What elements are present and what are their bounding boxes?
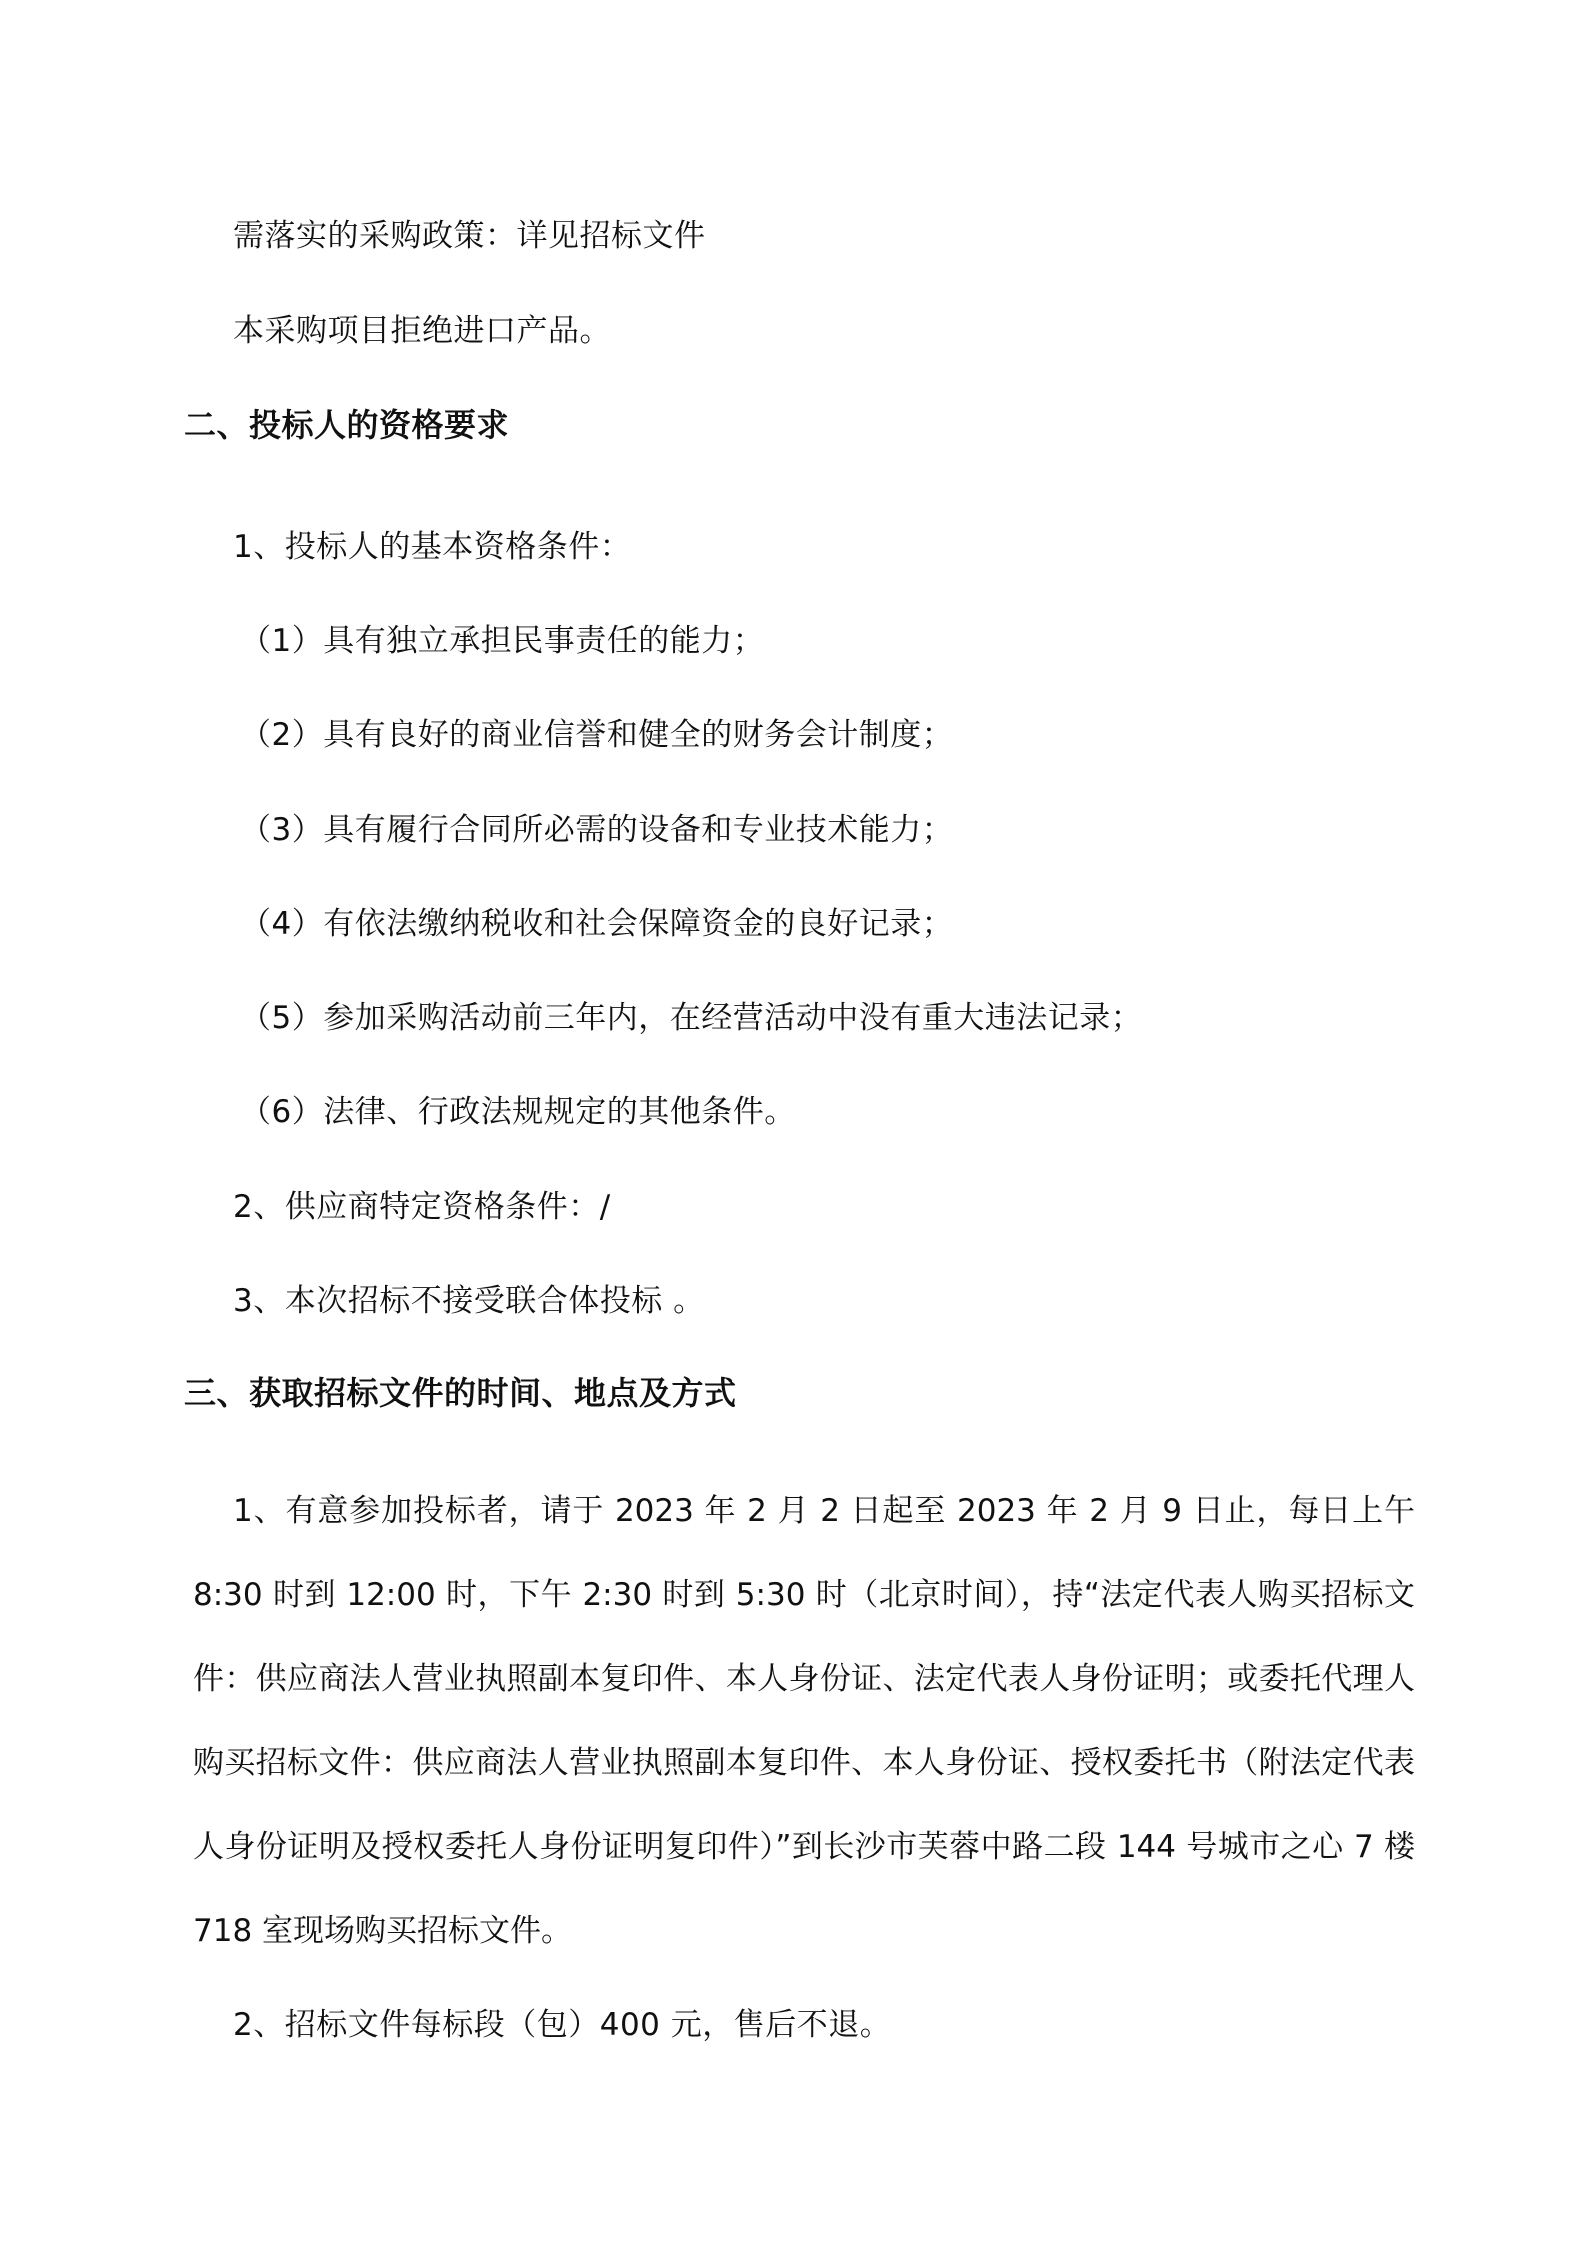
qualification-item-2: （2）具有良好的商业信誉和健全的财务会计制度；	[240, 717, 954, 753]
procurement-policy-line: 需落实的采购政策：详见招标文件	[233, 218, 706, 254]
basic-qualification-title: 1、投标人的基本资格条件：	[233, 529, 632, 565]
fee-line: 2、招标文件每标段（包）400 元，售后不退。	[233, 2007, 892, 2043]
qualification-item-6: （6）法律、行政法规规定的其他条件。	[240, 1094, 796, 1130]
qualification-item-5: （5）参加采购活动前三年内，在经营活动中没有重大违法记录；	[240, 1000, 1143, 1036]
section-2-heading: 二、投标人的资格要求	[184, 406, 510, 444]
special-qualification-line: 2、供应商特定资格条件：/	[233, 1189, 611, 1225]
qualification-item-4: （4）有依法缴纳税收和社会保障资金的良好记录；	[240, 906, 954, 942]
qualification-item-3: （3）具有履行合同所必需的设备和专业技术能力；	[240, 812, 954, 848]
acquisition-paragraph: 1、有意参加投标者，请于 2023 年 2 月 2 日起至 2023 年 2 月 9 日止，每日上午 8:30 时到 12:00 时，下午 2:30 时到 5:30 时（北京时间），持“法定代表人购买招标文件：供应商法人营业执照副本复印件、本人身份证、法定代表人身份证明；或委托代理人购买招标文件：供应商法人营业执照副本复印件、本人身份证、授权委托书（附法定代表人身份证明及授权委托人身份证明复印件）”到长沙市芙蓉中路二段 144 号城市之心 7 楼 718 室现场购买招标文件。	[193, 1493, 1415, 1949]
import-restriction-line: 本采购项目拒绝进口产品。	[233, 313, 611, 349]
qualification-item-1: （1）具有独立承担民事责任的能力；	[240, 623, 765, 659]
section-3-heading: 三、获取招标文件的时间、地点及方式	[184, 1374, 737, 1412]
consortium-line: 3、本次招标不接受联合体投标 。	[233, 1283, 705, 1319]
